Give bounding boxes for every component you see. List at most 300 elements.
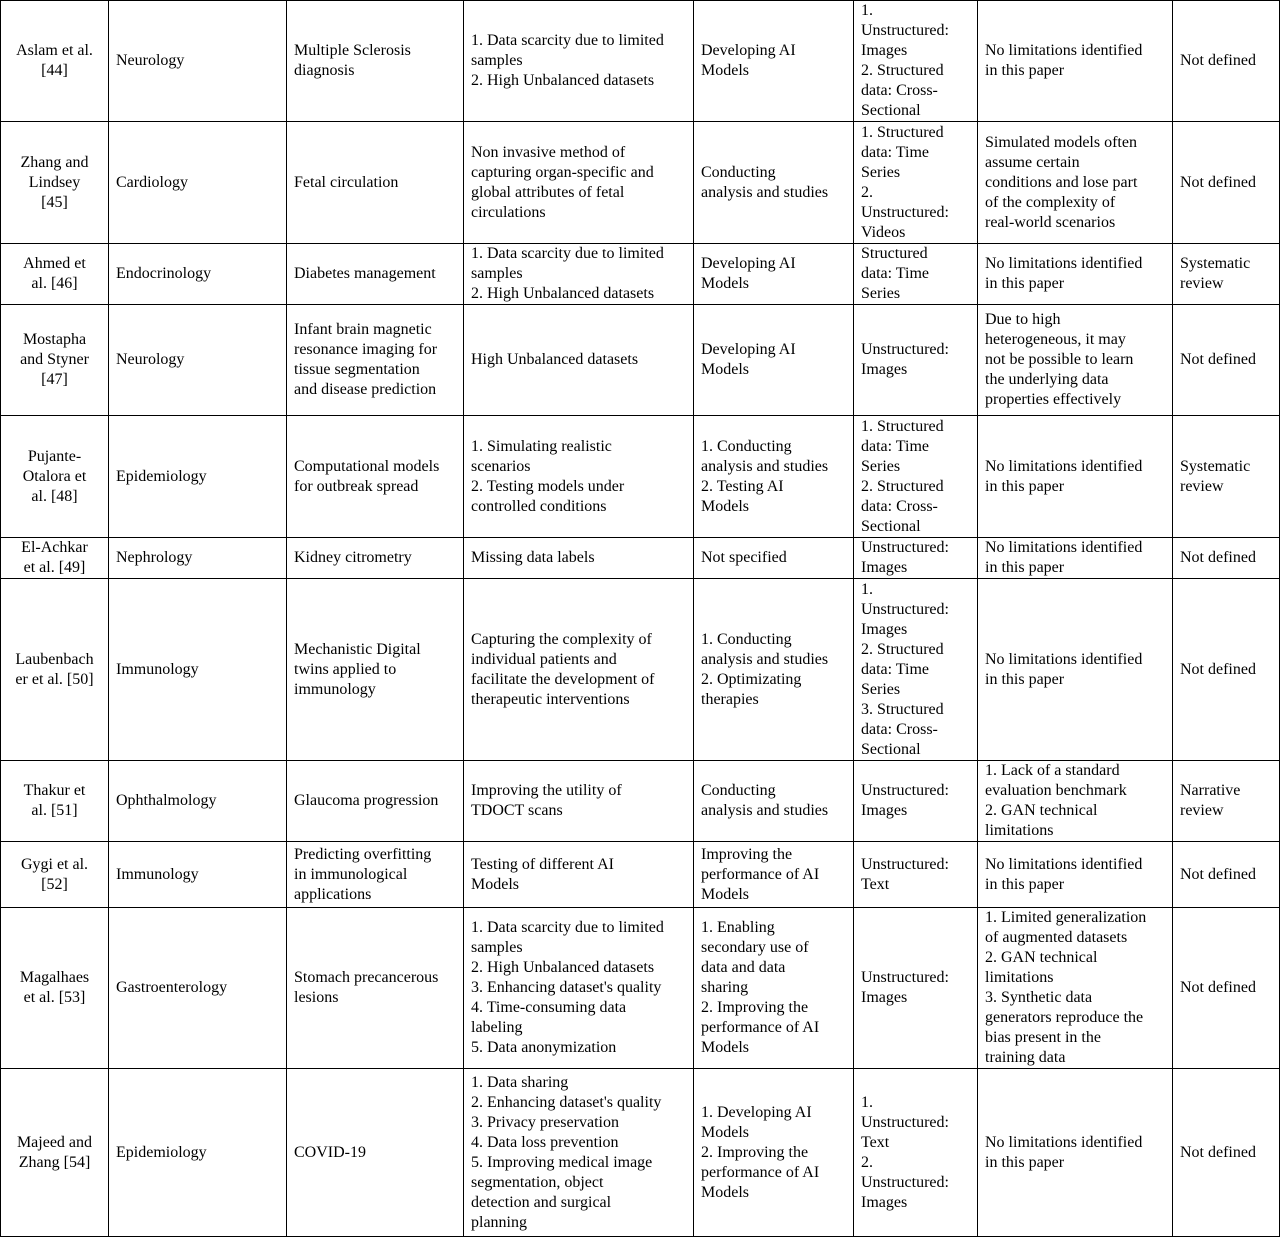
cell-text-line: Models — [701, 1183, 749, 1201]
cell-text-line: Images — [861, 361, 908, 378]
limitations-cell — [978, 761, 1173, 842]
cell-text-line: lesions — [294, 989, 339, 1006]
cell-text-line: generators reproduce the — [985, 1009, 1144, 1026]
purpose-cell — [694, 1069, 854, 1237]
cell-text-line: Unstructured: — [861, 22, 949, 39]
cell-text-line: Series — [861, 457, 901, 475]
review-type-cell — [1173, 1, 1280, 122]
purpose-cell — [694, 538, 854, 579]
cell-text-line: Developing AI — [701, 42, 796, 59]
author-cell — [1, 122, 109, 244]
cell-text-line: Images — [861, 620, 908, 638]
cell-text-line: No limitations identified — [985, 457, 1143, 475]
cell-text-line: Videos — [861, 223, 906, 241]
cell-text-line: Improving the utility of — [471, 782, 622, 799]
motivation-cell — [464, 305, 694, 416]
cell-text-line: Unstructured: — [861, 1173, 949, 1191]
cell-text-line: Not defined — [1180, 660, 1256, 678]
cell-text-line: Text — [861, 875, 890, 893]
cell-text-line: Not defined — [1180, 173, 1256, 191]
cell-text-line: conditions and lose part — [985, 173, 1138, 191]
cell-text-line: 2. Improving the — [701, 999, 809, 1016]
specialty-cell — [109, 538, 287, 579]
limitations-cell — [978, 908, 1173, 1069]
author-cell — [1, 416, 109, 538]
cell-text-line: Narrative — [1180, 782, 1241, 799]
cell-text-line: Models — [701, 62, 749, 79]
cell-text-line: 3. Synthetic data — [985, 989, 1093, 1006]
data-type-cell — [854, 1, 978, 122]
motivation-cell — [464, 761, 694, 842]
cell-text-line: review — [1180, 477, 1224, 495]
cell-text-line: assume certain — [985, 153, 1080, 171]
limitations-cell — [978, 1, 1173, 122]
cell-text-line: Zhang and — [20, 153, 89, 171]
specialty-cell — [109, 122, 287, 244]
cell-text-line: 2. High Unbalanced datasets — [471, 959, 655, 976]
limitations-cell — [978, 416, 1173, 538]
cell-text-line: 5. Improving medical image — [471, 1153, 653, 1171]
cell-text-line: heterogeneous, it may — [985, 331, 1126, 348]
table-row — [1, 244, 1280, 305]
cell-text-line: Systematic — [1180, 255, 1251, 272]
cell-text-line: 3. Structured — [861, 700, 944, 718]
cell-text-line: High Unbalanced datasets — [471, 351, 639, 368]
cell-text-line: Models — [701, 497, 749, 515]
cell-text-line: Sectional — [861, 740, 921, 758]
cell-text-line: real-world scenarios — [985, 213, 1116, 231]
cell-text-line: 2. Testing AI — [701, 477, 784, 495]
cell-text-line: Images — [861, 42, 908, 59]
cell-text-line: 1. Structured — [861, 417, 944, 435]
cell-text-line: Aslam et al. — [16, 42, 93, 59]
cell-text-line: 4. Time-consuming data — [471, 999, 627, 1016]
cell-text-line: in this paper — [985, 477, 1065, 495]
cell-text-line: [47] — [41, 371, 68, 388]
cell-text-line: Sectional — [861, 102, 921, 119]
motivation-cell — [464, 908, 694, 1069]
cell-text-line: 4. Data loss prevention — [471, 1133, 619, 1151]
review-type-cell — [1173, 761, 1280, 842]
cell-text-line: analysis and studies — [701, 183, 829, 201]
application-cell — [287, 416, 464, 538]
cell-text-line: Models — [701, 885, 749, 903]
cell-text-line: Immunology — [116, 865, 199, 883]
specialty-cell — [109, 1, 287, 122]
cell-text-line: Models — [701, 1123, 749, 1141]
cell-text-line: analysis and studies — [701, 650, 829, 668]
motivation-cell — [464, 244, 694, 305]
purpose-cell — [694, 122, 854, 244]
motivation-cell — [464, 416, 694, 538]
cell-text-line: 2. High Unbalanced datasets — [471, 285, 655, 302]
cell-text-line: Diabetes management — [294, 265, 436, 282]
data-type-cell — [854, 538, 978, 579]
cell-text-line: and disease prediction — [294, 381, 437, 398]
cell-text-line: data: Time — [861, 437, 930, 455]
cell-text-line: 1. Structured — [861, 123, 944, 141]
cell-text-line: controlled conditions — [471, 497, 607, 515]
cell-text-line: and Styner — [20, 351, 89, 368]
cell-text-line: 1. Enabling — [701, 919, 775, 936]
cell-text-line: Simulated models often — [985, 133, 1137, 151]
cell-text-line: analysis and studies — [701, 802, 829, 819]
cell-text-line: Unstructured: — [861, 855, 949, 873]
cell-text-line: No limitations identified — [985, 650, 1143, 668]
cell-text-line: 1. — [861, 580, 873, 598]
specialty-cell — [109, 416, 287, 538]
cell-text-line: Images — [861, 802, 908, 819]
limitations-cell — [978, 1069, 1173, 1237]
cell-text-line: 1. Developing AI — [701, 1103, 812, 1121]
table-row — [1, 579, 1280, 761]
cell-text-line: in this paper — [985, 275, 1065, 292]
cell-text-line: Not defined — [1180, 865, 1256, 883]
cell-text-line: Lindsey — [28, 173, 81, 191]
cell-text-line: 2. Testing models under — [471, 477, 625, 495]
cell-text-line: Kidney citrometry — [294, 549, 412, 566]
cell-text-line: facilitate the development of — [471, 670, 655, 688]
cell-text-line: for outbreak spread — [294, 477, 419, 495]
cell-text-line: limitations — [985, 822, 1054, 839]
cell-text-line: sharing — [701, 979, 749, 996]
cell-text-line: data: Time — [861, 265, 930, 282]
cell-text-line: Models — [471, 875, 519, 893]
cell-text-line: labeling — [471, 1019, 523, 1036]
cell-text-line: data: Time — [861, 660, 930, 678]
cell-text-line: 2. Optimizating — [701, 670, 802, 688]
cell-text-line: 2. GAN technical — [985, 802, 1098, 819]
cell-text-line: Structured — [861, 245, 928, 262]
table-row — [1, 908, 1280, 1069]
cell-text-line: Computational models — [294, 457, 440, 475]
cell-text-line: No limitations identified — [985, 255, 1143, 272]
cell-text-line: 3. Enhancing dataset's quality — [471, 979, 662, 996]
cell-text-line: Series — [861, 285, 901, 302]
cell-text-line: Models — [701, 361, 749, 378]
cell-text-line: Unstructured: — [861, 969, 949, 986]
application-cell — [287, 538, 464, 579]
cell-text-line: training data — [985, 1049, 1066, 1066]
cell-text-line: of the complexity of — [985, 193, 1116, 211]
cell-text-line: Majeed and — [16, 1133, 93, 1151]
cell-text-line: Gygi et al. — [20, 855, 89, 873]
cell-text-line: Models — [701, 1039, 749, 1056]
cell-text-line: performance of AI — [701, 1163, 820, 1181]
cell-text-line: Immunology — [116, 660, 199, 678]
cell-text-line: 5. Data anonymization — [471, 1039, 617, 1056]
cell-text-line: Series — [861, 163, 901, 181]
cell-text-line: Epidemiology — [116, 1143, 207, 1161]
cell-text-line: Sectional — [861, 517, 921, 535]
purpose-cell — [694, 908, 854, 1069]
limitations-cell — [978, 538, 1173, 579]
application-cell — [287, 761, 464, 842]
motivation-cell — [464, 1, 694, 122]
limitations-cell — [978, 122, 1173, 244]
cell-text-line: immunology — [294, 680, 376, 698]
cell-text-line: capturing organ-specific and — [471, 163, 654, 181]
cell-text-line: detection and surgical — [471, 1193, 612, 1211]
cell-text-line: Glaucoma progression — [294, 792, 439, 809]
cell-text-line: evaluation benchmark — [985, 782, 1127, 799]
specialty-cell — [109, 244, 287, 305]
cell-text-line: No limitations identified — [985, 1133, 1143, 1151]
data-type-cell — [854, 122, 978, 244]
limitations-cell — [978, 579, 1173, 761]
application-cell — [287, 122, 464, 244]
review-type-cell — [1173, 122, 1280, 244]
data-type-cell — [854, 244, 978, 305]
cell-text-line: planning — [471, 1213, 527, 1231]
cell-text-line: 2. Improving the — [701, 1143, 809, 1161]
purpose-cell — [694, 244, 854, 305]
cell-text-line: Testing of different AI — [471, 855, 614, 873]
cell-text-line: Not specified — [701, 549, 787, 566]
cell-text-line: Stomach precancerous — [294, 969, 439, 986]
author-cell — [1, 538, 109, 579]
table-row — [1, 305, 1280, 416]
cell-text-line: data: Time — [861, 143, 930, 161]
cell-text-line: Not defined — [1180, 549, 1256, 566]
review-type-cell — [1173, 908, 1280, 1069]
cell-text-line: therapeutic interventions — [471, 690, 630, 708]
cell-text-line: not be possible to learn — [985, 351, 1134, 368]
application-cell — [287, 1069, 464, 1237]
cell-text-line: 1. Data sharing — [471, 1073, 569, 1091]
author-cell — [1, 1, 109, 122]
cell-text-line: Otalora et — [22, 467, 87, 485]
cell-text-line: data and data — [701, 959, 786, 976]
limitations-cell — [978, 842, 1173, 908]
cell-text-line: global attributes of fetal — [471, 183, 625, 201]
cell-text-line: al. [48] — [31, 487, 78, 505]
motivation-cell — [464, 122, 694, 244]
application-cell — [287, 908, 464, 1069]
data-type-cell — [854, 842, 978, 908]
cell-text-line: Images — [861, 1193, 908, 1211]
purpose-cell — [694, 416, 854, 538]
cell-text-line: 1. Data scarcity due to limited — [471, 919, 664, 936]
cell-text-line: diagnosis — [294, 62, 355, 79]
cell-text-line: [52] — [41, 875, 68, 893]
cell-text-line: bias present in the — [985, 1029, 1101, 1046]
cell-text-line: El-Achkar — [21, 539, 88, 556]
cell-text-line: Unstructured: — [861, 1113, 949, 1131]
cell-text-line: of augmented datasets — [985, 929, 1128, 946]
table-row — [1, 538, 1280, 579]
cell-text-line: Unstructured: — [861, 539, 949, 556]
cell-text-line: therapies — [701, 690, 759, 708]
motivation-cell — [464, 579, 694, 761]
cell-text-line: Not defined — [1180, 52, 1256, 69]
cell-text-line: scenarios — [471, 457, 531, 475]
author-cell — [1, 842, 109, 908]
application-cell — [287, 842, 464, 908]
review-type-cell — [1173, 305, 1280, 416]
cell-text-line: Text — [861, 1133, 890, 1151]
review-type-cell — [1173, 244, 1280, 305]
cell-text-line: Epidemiology — [116, 467, 207, 485]
cell-text-line: 2. — [861, 183, 873, 201]
cell-text-line: data: Cross- — [861, 497, 938, 515]
cell-text-line: properties effectively — [985, 391, 1122, 408]
cell-text-line: Fetal circulation — [294, 173, 399, 191]
cell-text-line: 1. — [861, 2, 873, 19]
cell-text-line: Not defined — [1180, 1143, 1256, 1161]
cell-text-line: Unstructured: — [861, 341, 949, 358]
cell-text-line: Developing AI — [701, 341, 796, 358]
cell-text-line: Neurology — [116, 52, 185, 69]
cell-text-line: limitations — [985, 969, 1054, 986]
data-type-cell — [854, 908, 978, 1069]
cell-text-line: No limitations identified — [985, 855, 1143, 873]
purpose-cell — [694, 842, 854, 908]
cell-text-line: segmentation, object — [471, 1173, 604, 1191]
cell-text-line: 2. Structured — [861, 640, 944, 658]
cell-text-line: COVID-19 — [294, 1143, 366, 1161]
author-cell — [1, 1069, 109, 1237]
specialty-cell — [109, 1069, 287, 1237]
cell-text-line: twins applied to — [294, 660, 397, 678]
cell-text-line: 1. Lack of a standard — [985, 762, 1120, 779]
cell-text-line: samples — [471, 52, 523, 69]
cell-text-line: in immunological — [294, 865, 408, 883]
cell-text-line: 1. Data scarcity due to limited — [471, 245, 664, 262]
purpose-cell — [694, 1, 854, 122]
cell-text-line: al. [46] — [31, 275, 78, 292]
cell-text-line: er et al. [50] — [15, 670, 94, 688]
cell-text-line: Unstructured: — [861, 600, 949, 618]
cell-text-line: Capturing the complexity of — [471, 630, 652, 648]
cell-text-line: Nephrology — [116, 549, 193, 566]
cell-text-line: 3. Privacy preservation — [471, 1113, 619, 1131]
cell-text-line: samples — [471, 265, 523, 282]
cell-text-line: Improving the — [701, 845, 793, 863]
cell-text-line: Ophthalmology — [116, 792, 217, 809]
limitations-cell — [978, 244, 1173, 305]
data-type-cell — [854, 579, 978, 761]
cell-text-line: Developing AI — [701, 255, 796, 272]
cell-text-line: Mostapha — [22, 331, 87, 348]
cell-text-line: Unstructured: — [861, 203, 949, 221]
review-type-cell — [1173, 579, 1280, 761]
cell-text-line: Thakur et — [23, 782, 86, 799]
cell-text-line: Models — [701, 275, 749, 292]
cell-text-line: Images — [861, 559, 908, 576]
data-type-cell — [854, 761, 978, 842]
review-type-cell — [1173, 1069, 1280, 1237]
specialty-cell — [109, 305, 287, 416]
cell-text-line: Magalhaes — [19, 969, 90, 986]
cell-text-line: Laubenbach — [15, 650, 94, 668]
cell-text-line: performance of AI — [701, 865, 820, 883]
cell-text-line: Neurology — [116, 351, 185, 368]
data-type-cell — [854, 416, 978, 538]
author-cell — [1, 579, 109, 761]
cell-text-line: analysis and studies — [701, 457, 829, 475]
cell-text-line: Not defined — [1180, 351, 1256, 368]
cell-text-line: 2. High Unbalanced datasets — [471, 72, 655, 89]
cell-text-line: [44] — [41, 62, 68, 79]
cell-text-line: 2. — [861, 1153, 873, 1171]
review-type-cell — [1173, 538, 1280, 579]
table-row — [1, 122, 1280, 244]
cell-text-line: 1. Conducting — [701, 437, 792, 455]
cell-text-line: et al. [49] — [23, 559, 86, 576]
motivation-cell — [464, 538, 694, 579]
application-cell — [287, 579, 464, 761]
review-type-cell — [1173, 416, 1280, 538]
cell-text-line: data: Cross- — [861, 720, 938, 738]
cell-text-line: Mechanistic Digital — [294, 640, 421, 658]
cell-text-line: Missing data labels — [471, 549, 595, 566]
cell-text-line: [45] — [41, 193, 68, 211]
cell-text-line: in this paper — [985, 62, 1065, 79]
cell-text-line: 2. Structured — [861, 477, 944, 495]
application-cell — [287, 244, 464, 305]
specialty-cell — [109, 761, 287, 842]
cell-text-line: Infant brain magnetic — [294, 321, 432, 338]
table-row — [1, 416, 1280, 538]
cell-text-line: samples — [471, 939, 523, 956]
cell-text-line: resonance imaging for — [294, 341, 438, 358]
cell-text-line: 1. Data scarcity due to limited — [471, 32, 664, 49]
motivation-cell — [464, 842, 694, 908]
cell-text-line: Ahmed et — [23, 255, 86, 272]
specialty-cell — [109, 579, 287, 761]
data-type-cell — [854, 1069, 978, 1237]
cell-text-line: Cardiology — [116, 173, 188, 191]
cell-text-line: in this paper — [985, 875, 1065, 893]
application-cell — [287, 1, 464, 122]
cell-text-line: Conducting — [701, 163, 776, 181]
cell-text-line: Not defined — [1180, 979, 1256, 996]
table-row — [1, 842, 1280, 908]
cell-text-line: applications — [294, 885, 372, 903]
table-row — [1, 1069, 1280, 1237]
cell-text-line: TDOCT scans — [471, 802, 563, 819]
cell-text-line: et al. [53] — [23, 989, 86, 1006]
cell-text-line: 2. Enhancing dataset's quality — [471, 1093, 662, 1111]
cell-text-line: in this paper — [985, 1153, 1065, 1171]
motivation-cell — [464, 1069, 694, 1237]
cell-text-line: Systematic — [1180, 457, 1251, 475]
cell-text-line: Due to high — [985, 311, 1061, 328]
cell-text-line: Images — [861, 989, 908, 1006]
purpose-cell — [694, 305, 854, 416]
cell-text-line: 1. — [861, 1093, 873, 1111]
cell-text-line: secondary use of — [701, 939, 809, 956]
cell-text-line: Predicting overfitting — [294, 845, 432, 863]
cell-text-line: in this paper — [985, 559, 1065, 576]
cell-text-line: tissue segmentation — [294, 361, 420, 378]
limitations-cell — [978, 305, 1173, 416]
cell-text-line: 1. Simulating realistic — [471, 437, 612, 455]
cell-text-line: Endocrinology — [116, 265, 212, 282]
purpose-cell — [694, 761, 854, 842]
cell-text-line: the underlying data — [985, 371, 1109, 388]
table-body — [1, 1, 1280, 1237]
table-row — [1, 1, 1280, 122]
specialty-cell — [109, 908, 287, 1069]
cell-text-line: Series — [861, 680, 901, 698]
author-cell — [1, 761, 109, 842]
cell-text-line: circulations — [471, 203, 546, 221]
data-type-cell — [854, 305, 978, 416]
author-cell — [1, 305, 109, 416]
author-cell — [1, 244, 109, 305]
